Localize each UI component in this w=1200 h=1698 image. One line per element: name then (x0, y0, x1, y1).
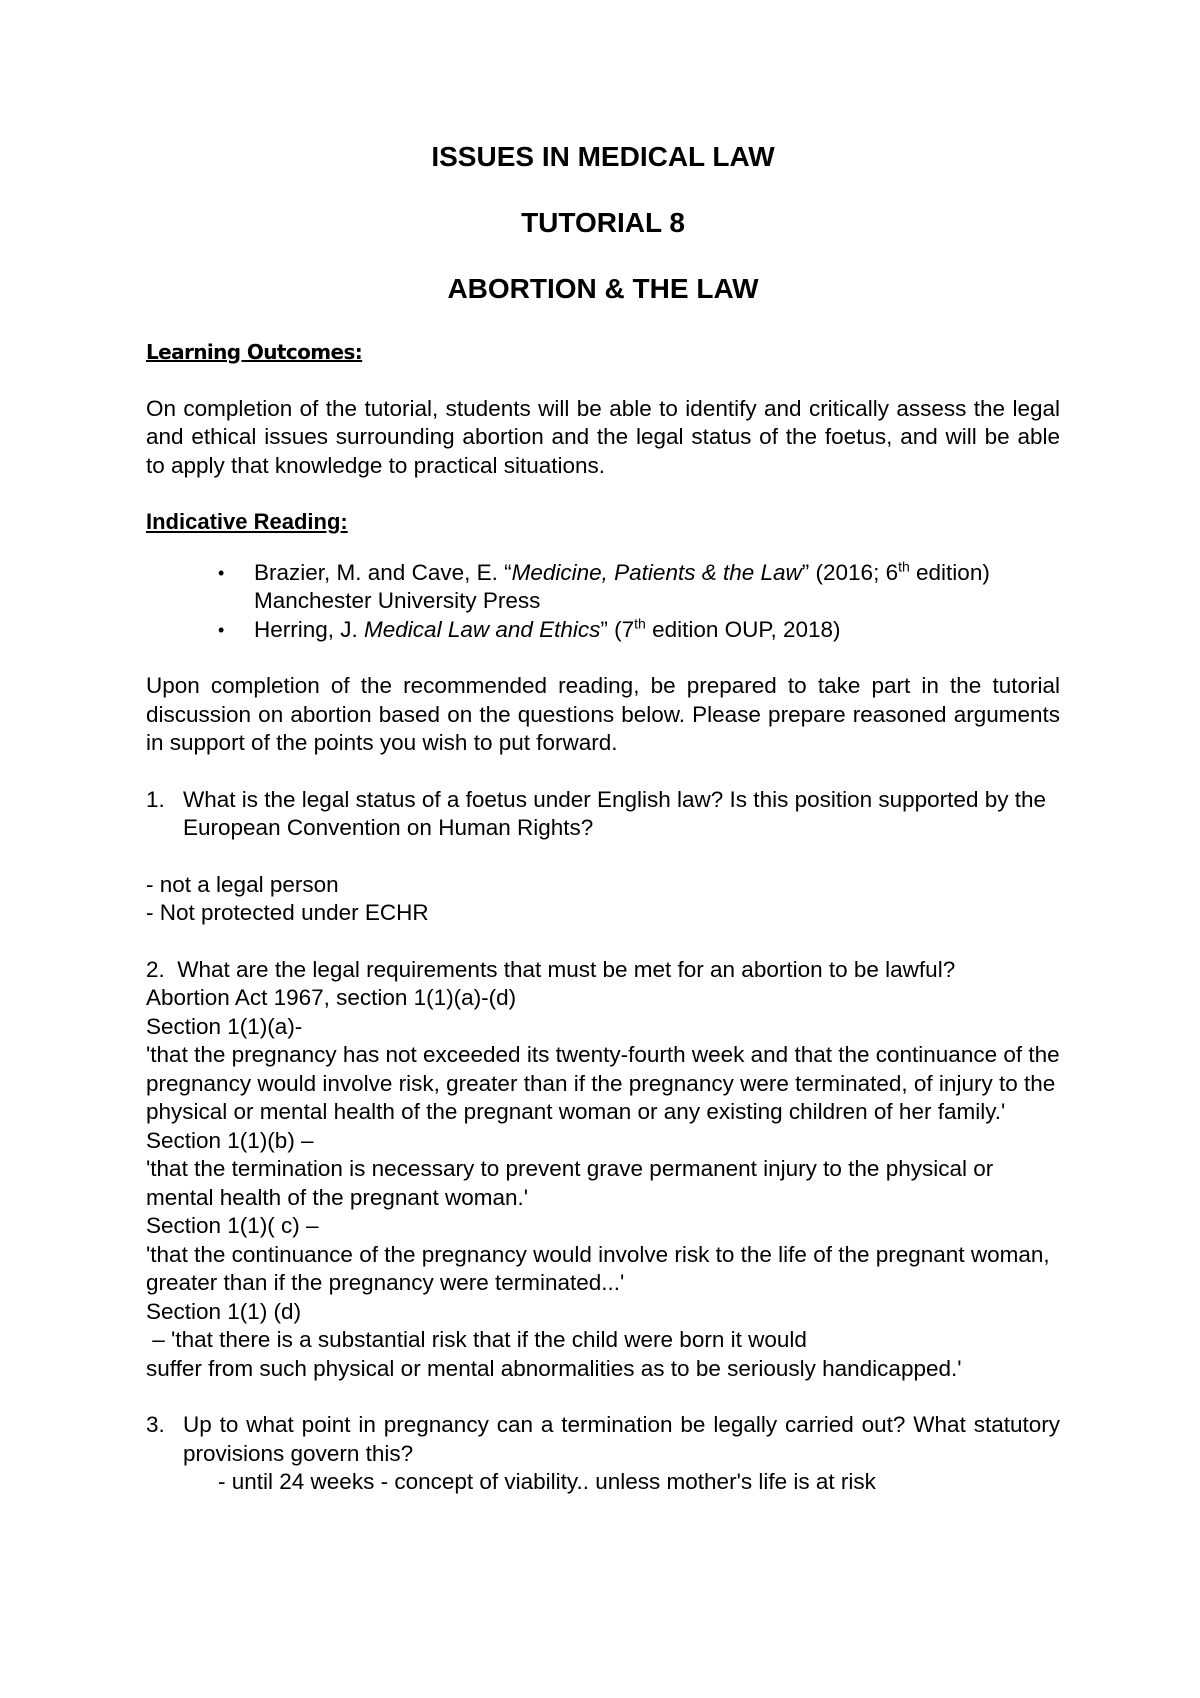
answer-line: 'that the termination is necessary to prevent grave permanent injury to the physical or mental health of the pregnant woman.' (146, 1156, 994, 1210)
question-text: Up to what point in pregnancy can a termination be legally carried out? What statutory provisions govern this? (183, 1412, 1060, 1466)
question-text: What is the legal status of a foetus under English law? Is this position supported by the European Convention on Human Rights? (183, 786, 1046, 840)
answer-line: suffer from such physical or mental abnormalities as to be seriously handicapped.' (146, 1355, 962, 1381)
learning-outcomes-text: On completion of the tutorial, students will be able to identify and critically assess the legal and ethical issues surrounding abortion and the legal status of the foetus, and will be able to apply that knowledge to practical situations. (146, 395, 1060, 478)
answer-line: Section 1(1) (d) (146, 1298, 302, 1324)
answer-line: - not a legal person (146, 871, 339, 897)
reading-detail: ” (2016; 6 (801, 559, 899, 585)
question-1-answers (146, 871, 1060, 928)
question-3 (146, 1411, 1060, 1468)
answer-line: Section 1(1)(b) – (146, 1127, 314, 1153)
reading-detail: edition) Manchester University Press (254, 559, 990, 613)
answer-line: Abortion Act 1967, section 1(1)(a)-(d) (146, 985, 517, 1010)
question-number: 3. (146, 1412, 165, 1437)
reading-title: Medicine, Patients & the Law (511, 559, 802, 585)
answer-line: – 'that there is a substantial risk that if the child were born it would (146, 1327, 807, 1352)
answer-line: Section 1(1)( c) – (146, 1213, 319, 1238)
answer-line: 'that the continuance of the pregnancy would involve risk to the life of the pregnant woman, greater than if the pregnancy were terminated...' (146, 1241, 1050, 1295)
reading-item (146, 616, 1060, 645)
reading-title: Medical Law and Ethics (364, 616, 601, 642)
reading-item (146, 559, 1060, 616)
instructions-text: Upon completion of the recommended reading, be prepared to take part in the tutorial discussion on abortion based on the questions below. Please prepare reasoned arguments in support of the points you wish to put forward. (146, 673, 1060, 755)
question-1 (146, 786, 1060, 843)
reading-detail: edition OUP, 2018) (645, 616, 841, 642)
reading-author: Herring, J. (254, 616, 365, 642)
answer-line: Section 1(1)(a)- (146, 1013, 303, 1039)
reading-sup: th (898, 558, 910, 574)
learning-outcomes-heading: Learning Outcomes: (146, 340, 363, 364)
question-number: 1. (146, 786, 165, 812)
answer-line: - until 24 weeks - concept of viability.. unless mother's life is at risk (218, 1469, 876, 1494)
reading-sup: th (634, 615, 646, 631)
bullet-icon: • (218, 562, 225, 583)
answer-line: 'that the pregnancy has not exceeded its twenty-fourth week and that the continuance of the pregnancy would involve risk, greater than if the pregnancy were terminated, of injury to the physical or mental health of the pregnant woman or any existing children of her family.' (146, 1042, 1060, 1124)
question-2 (146, 956, 1060, 1384)
bullet-icon: • (218, 619, 225, 640)
question-text: What are the legal requirements that must be met for an abortion to be lawful? (177, 956, 956, 982)
reading-detail: ” (7 (600, 616, 635, 642)
topic-title: ABORTION & THE LAW (447, 273, 759, 304)
reading-author: Brazier, M. and Cave, E. “ (254, 559, 512, 585)
question-number: 2. (146, 956, 165, 982)
answer-line: - Not protected under ECHR (146, 900, 429, 925)
indicative-reading-heading: Indicative Reading: (146, 509, 348, 534)
tutorial-title: TUTORIAL 8 (521, 207, 685, 238)
document-page (146, 140, 1060, 1497)
question-2-heading (146, 956, 1060, 985)
course-title: ISSUES IN MEDICAL LAW (431, 141, 775, 172)
reading-list (146, 559, 1060, 645)
